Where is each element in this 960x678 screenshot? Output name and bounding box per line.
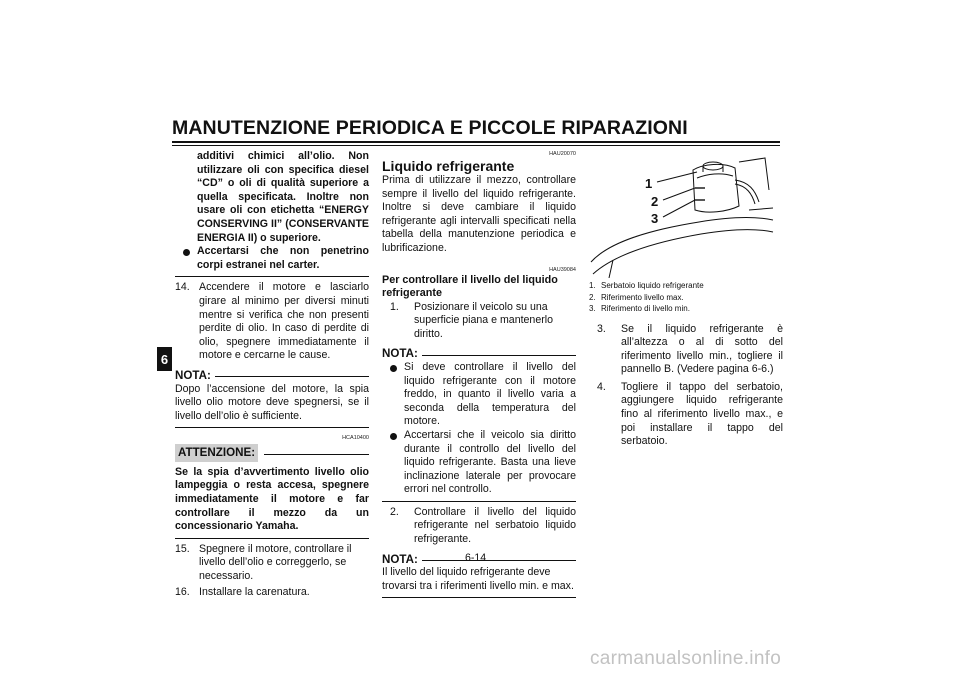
column-1	[175, 150, 369, 599]
caution-text: Se la spia d’avvertimento livello olio lampeggia o resta accesa, spegnere immediatamente il motore e far controllare il mezzo da un concessionario Yamaha.	[175, 465, 369, 533]
section-title: Liquido refrigerante	[382, 158, 515, 174]
note-rule	[215, 376, 369, 377]
subsection-title: Per controllare il livello del liquido refrigerante	[382, 273, 558, 299]
note-header	[382, 347, 576, 361]
divider	[382, 501, 576, 502]
step-14	[175, 281, 369, 363]
bullet-text: Accertarsi che il veicolo sia diritto durante il controllo del livello del liquido refrigerante. Basta una lieve inclinazione laterale per provocare errori nel controllo.	[404, 428, 576, 496]
step-15	[175, 543, 369, 584]
divider	[175, 427, 369, 428]
bullet-text: Accertarsi che non penetrino corpi estranei nel carter.	[197, 245, 369, 271]
caption-item: 2. Riferimento livello max.	[589, 292, 684, 302]
step-4	[589, 381, 783, 449]
step-text: Controllare il livello del liquido refrigerante nel serbatoio liquido refrigerante.	[414, 505, 576, 546]
step-number: 1.	[390, 300, 399, 313]
bullet-item	[382, 361, 576, 429]
reference-code: HAU20070	[549, 151, 576, 157]
note-rule	[422, 355, 576, 356]
caption-item: 1. Serbatoio liquido refrigerante	[589, 281, 704, 290]
reference-code: HAU39084	[549, 266, 576, 273]
step-3	[589, 323, 783, 377]
caution-header	[175, 444, 369, 462]
bullet-text: Si deve controllare il livello del liquido refrigerante con il motore freddo, in quanto il livello varia a seconda della temperatura del motore.	[404, 360, 576, 428]
step-number: 2.	[390, 505, 399, 518]
step-text: Accendere il motore e lasciarlo girare al minimo per diversi minuti mentre si verifica che non presenti perdite di olio. In caso di perdite di olio, spegnere immediatamente il motore e cercarne le cause.	[199, 281, 369, 362]
note-text: Dopo l’accensione del motore, la spia livello olio motore deve spegnersi, se il livello dell’olio è sufficiente.	[175, 382, 369, 422]
bullet-item	[175, 245, 369, 272]
note-label: NOTA:	[175, 368, 211, 382]
step-number: 14.	[175, 281, 190, 294]
figure-caption	[589, 280, 783, 315]
callout-3: 3	[651, 211, 659, 226]
chapter-tab: 6	[157, 347, 172, 371]
caution-rule	[264, 454, 369, 455]
caption-item: 3. Riferimento di livello min.	[589, 304, 690, 313]
note-rule	[422, 560, 576, 561]
step-2	[382, 506, 576, 547]
column-3	[589, 150, 783, 449]
watermark: carmanualsonline.info	[590, 648, 782, 669]
step-text: Installare la carenatura.	[199, 585, 310, 598]
callout-1: 1	[645, 176, 653, 191]
step-number: 16.	[175, 585, 190, 598]
divider	[175, 538, 369, 539]
note-header	[175, 369, 369, 383]
reference-code: HCA10400	[342, 435, 369, 442]
step-text: Togliere il tappo del serbatoio, aggiungere liquido refrigerante fino al riferimento livello max., e poi installare il tappo del serbatoio.	[621, 380, 783, 448]
step-number: 4.	[597, 380, 606, 393]
divider	[175, 276, 369, 277]
oil-additive-warning-text: additivi chimici all’olio. Non utilizzare oli con specifica diesel “CD” o oli di qualità superiore a quella specificata. Inoltre non usare oli con etichetta “ENERGY CONSERVING II” (CONSERVANTE ENERGIA II) o superiore.	[197, 150, 369, 244]
bullet-icon	[183, 249, 190, 256]
bullet-icon	[390, 365, 397, 372]
column-2	[382, 150, 576, 602]
coolant-reservoir-drawing	[589, 150, 775, 278]
step-text: Spegnere il motore, controllare il livello dell’olio e correggerlo, se necessario.	[199, 542, 352, 583]
step-text: Posizionare il veicolo su una superficie piana e mantenerlo diritto.	[414, 300, 553, 340]
step-text: Se il liquido refrigerante è all’altezza o al di sotto del riferimento livello min., togliere il pannello B. (Vedere pagina 6-6.)	[621, 322, 783, 376]
note-text: Il livello del liquido refrigerante deve trovarsi tra i riferimenti livello min. e max.	[382, 566, 574, 592]
step-number: 3.	[597, 322, 606, 335]
step-number: 15.	[175, 542, 190, 555]
callout-2: 2	[651, 194, 659, 209]
coolant-reservoir-illustration	[589, 150, 775, 278]
bullet-item	[382, 429, 576, 497]
bullet-icon	[390, 433, 397, 440]
caution-label: ATTENZIONE:	[175, 444, 258, 462]
note-label: NOTA:	[382, 552, 418, 566]
title-rule	[172, 141, 780, 146]
page-title: MANUTENZIONE PERIODICA E PICCOLE RIPARAZIONI	[172, 117, 688, 139]
divider	[382, 597, 576, 598]
step-1	[382, 301, 576, 342]
note-label: NOTA:	[382, 347, 418, 361]
step-16	[175, 586, 369, 600]
section-intro: Prima di utilizzare il mezzo, controllare sempre il livello del liquido refrigerante. Inoltre si deve cambiare il liquido refrigerante agli intervalli specificati nella tabella della manutenzione periodica e lubrificazione.	[382, 174, 576, 254]
page-number: 6-14	[465, 552, 487, 564]
